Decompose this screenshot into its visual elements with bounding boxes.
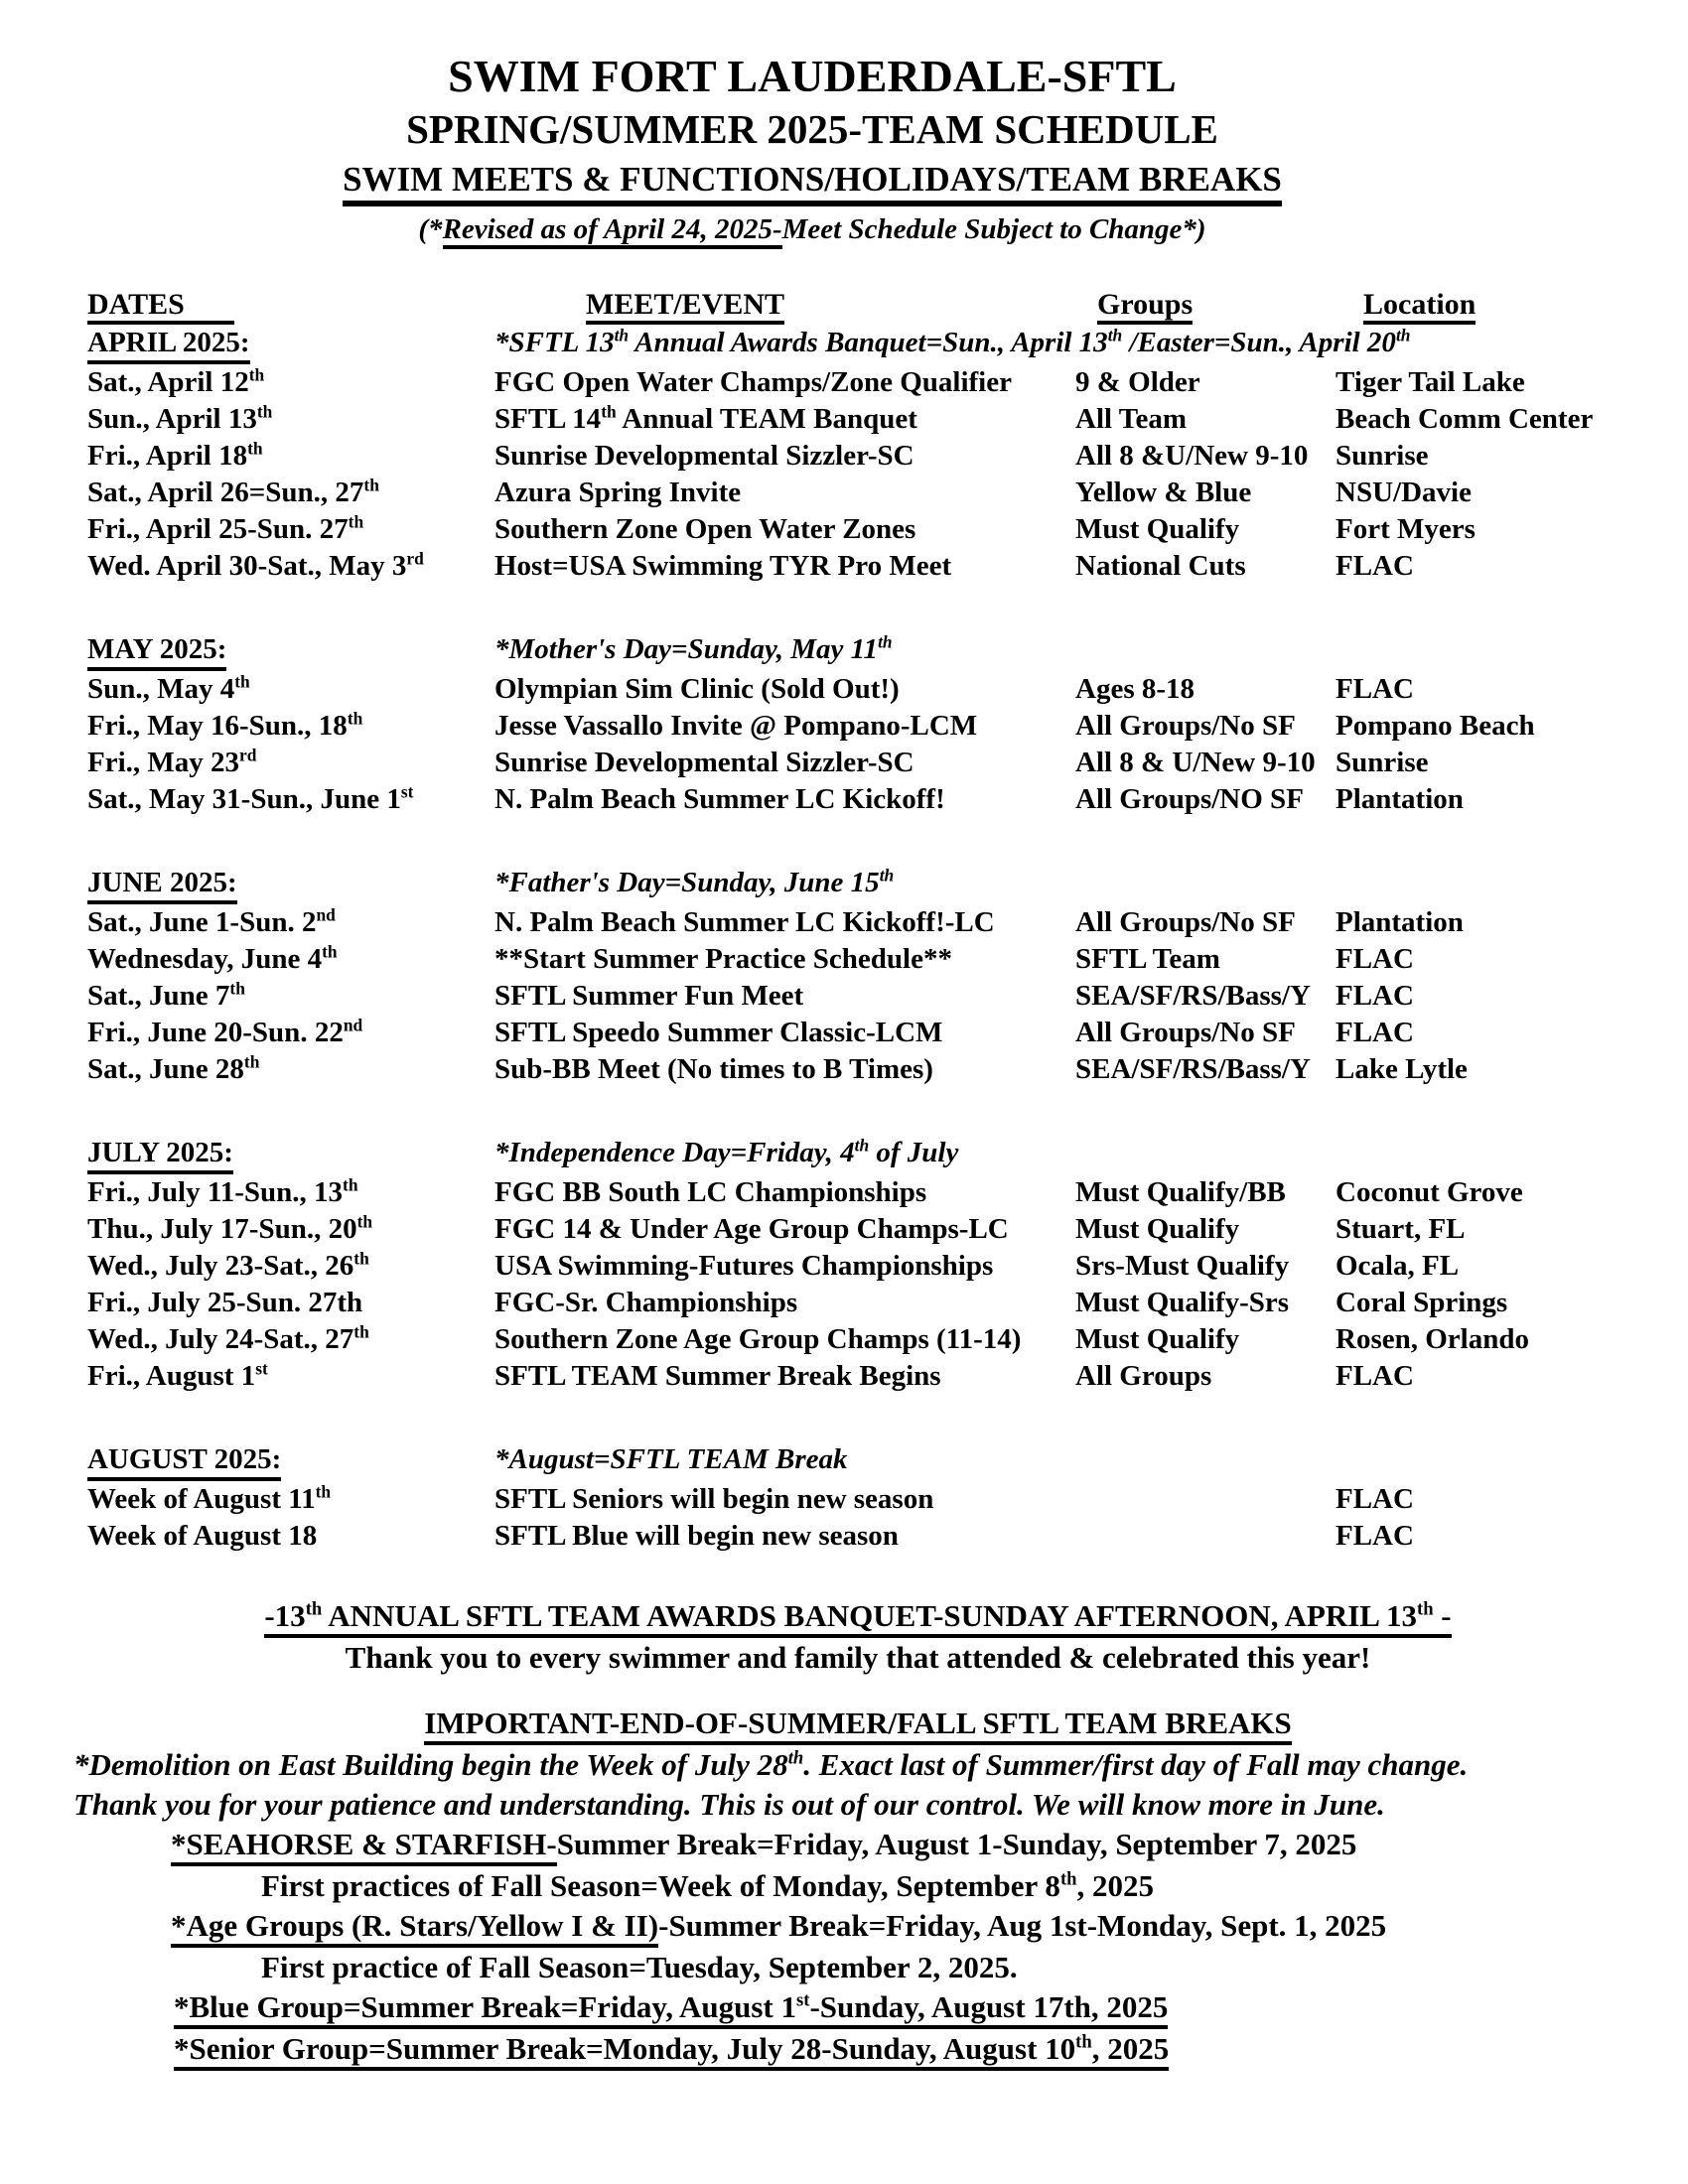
schedule-row bbox=[87, 475, 1648, 511]
row-location: FLAC bbox=[1336, 1483, 1414, 1515]
month-rows bbox=[87, 364, 1648, 585]
row-event: Sunrise Developmental Sizzler-SC bbox=[494, 747, 914, 778]
row-groups: All Groups/NO SF bbox=[1075, 783, 1304, 815]
month-header: JUNE 2025: bbox=[87, 865, 494, 904]
row-location: Tiger Tail Lake bbox=[1336, 366, 1525, 398]
month-section bbox=[87, 631, 1648, 818]
month-rows bbox=[87, 904, 1648, 1088]
column-header-event: MEET/EVENT bbox=[494, 286, 1075, 325]
row-location: FLAC bbox=[1336, 1520, 1414, 1552]
row-groups: SEA/SF/RS/Bass/Y bbox=[1075, 1053, 1311, 1085]
month-header: AUGUST 2025: bbox=[87, 1441, 494, 1481]
schedule-row bbox=[87, 364, 1648, 401]
row-groups: Ages 8-18 bbox=[1075, 673, 1196, 705]
team-breaks-heading: IMPORTANT-END-OF-SUMMER/FALL SFTL TEAM BREAKS bbox=[87, 1704, 1628, 1745]
row-location: Ocala, FL bbox=[1336, 1250, 1460, 1282]
row-date: Fri., April 18th bbox=[87, 438, 263, 472]
row-event: SFTL 14th Annual TEAM Banquet bbox=[494, 401, 917, 435]
month-rows bbox=[87, 1174, 1648, 1395]
row-location: Stuart, FL bbox=[1336, 1213, 1466, 1245]
month-section bbox=[87, 325, 1648, 585]
row-location: FLAC bbox=[1336, 980, 1414, 1012]
row-groups: Srs-Must Qualify bbox=[1075, 1250, 1290, 1282]
row-location: FLAC bbox=[1336, 1017, 1414, 1048]
month-note: *Father's Day=Sunday, June 15th bbox=[494, 865, 895, 898]
row-location: Coconut Grove bbox=[1336, 1176, 1523, 1208]
row-event: Host=USA Swimming TYR Pro Meet bbox=[494, 550, 952, 582]
revision-suffix: Meet Schedule Subject to Change*) bbox=[781, 213, 1206, 245]
month-section-header bbox=[87, 1441, 1648, 1481]
row-date: Sat., April 12th bbox=[87, 364, 265, 398]
row-groups: All Groups/No SF bbox=[1075, 906, 1296, 938]
seahorse-break-line bbox=[171, 1825, 1648, 1866]
schedule-row bbox=[87, 904, 1648, 941]
month-note: *Mother's Day=Sunday, May 11th bbox=[494, 631, 893, 665]
row-event: Southern Zone Age Group Champs (11-14) bbox=[494, 1323, 1022, 1355]
row-date: Sun., April 13th bbox=[87, 401, 273, 435]
banquet-thanks: Thank you to every swimmer and family that attended & celebrated this year! bbox=[345, 1640, 1371, 1675]
blue-break-line: *Blue Group=Summer Break=Friday, August 1st-Sunday, August 17th, 2025 bbox=[174, 1987, 1648, 2029]
row-date: Sat., June 1-Sun. 2nd bbox=[87, 904, 336, 938]
month-section bbox=[87, 865, 1648, 1088]
seahorse-underlined: *SEAHORSE & STARFISH- bbox=[171, 1828, 557, 1866]
revision-prefix: (* bbox=[418, 213, 443, 245]
row-groups: Must Qualify bbox=[1075, 1323, 1240, 1355]
row-groups bbox=[1075, 1481, 1336, 1518]
month-rows bbox=[87, 671, 1648, 818]
row-location: NSU/Davie bbox=[1336, 477, 1472, 508]
schedule-row bbox=[87, 1051, 1648, 1088]
schedule-row bbox=[87, 1248, 1648, 1285]
row-date: Fri., May 16-Sun., 18th bbox=[87, 708, 363, 742]
schedule-row bbox=[87, 1211, 1648, 1248]
agegroups-underlined: *Age Groups (R. Stars/Yellow I & II) bbox=[171, 1909, 658, 1948]
row-groups: All Team bbox=[1075, 403, 1187, 435]
row-location: Beach Comm Center bbox=[1336, 403, 1594, 435]
row-event: FGC BB South LC Championships bbox=[494, 1176, 927, 1208]
senior-break-line: *Senior Group=Summer Break=Monday, July 28-Sunday, August 10th, 2025 bbox=[174, 2029, 1648, 2071]
row-event: FGC 14 & Under Age Group Champs-LC bbox=[494, 1213, 1009, 1245]
schedule-row bbox=[87, 548, 1648, 585]
row-date: Fri., May 23rd bbox=[87, 745, 257, 778]
row-location: FLAC bbox=[1336, 673, 1414, 705]
schedule-row bbox=[87, 1321, 1648, 1358]
month-section-header bbox=[87, 631, 1648, 671]
row-groups: Yellow & Blue bbox=[1075, 477, 1252, 508]
row-date: Fri., July 11-Sun., 13th bbox=[87, 1174, 358, 1208]
row-event: SFTL Summer Fun Meet bbox=[494, 980, 804, 1012]
row-date: Wed., July 23-Sat., 26th bbox=[87, 1248, 369, 1282]
row-groups: All Groups/No SF bbox=[1075, 710, 1296, 742]
schedule-row bbox=[87, 745, 1648, 781]
schedule-row bbox=[87, 401, 1648, 438]
schedule-row bbox=[87, 941, 1648, 978]
row-date: Sat., May 31-Sun., June 1st bbox=[87, 781, 414, 815]
row-groups bbox=[1075, 1518, 1336, 1555]
row-location: Lake Lytle bbox=[1336, 1053, 1468, 1085]
row-date: Fri., July 25-Sun. 27th bbox=[87, 1287, 363, 1318]
page-subtitle: SPRING/SUMMER 2025-TEAM SCHEDULE bbox=[406, 106, 1218, 152]
row-location: Pompano Beach bbox=[1336, 710, 1535, 742]
page-subtitle-2 bbox=[87, 155, 1537, 206]
revision-underlined: Revised as of April 24, 2025- bbox=[443, 213, 782, 249]
month-note: *August=SFTL TEAM Break bbox=[494, 1443, 848, 1475]
row-date: Sat., June 28th bbox=[87, 1051, 260, 1085]
month-header: MAY 2025: bbox=[87, 631, 494, 671]
row-event: Olympian Sim Clinic (Sold Out!) bbox=[494, 673, 900, 705]
schedule-row bbox=[87, 1285, 1648, 1321]
schedule-row bbox=[87, 1518, 1648, 1555]
row-groups: Must Qualify/BB bbox=[1075, 1176, 1286, 1208]
row-groups: All 8 & U/New 9-10 bbox=[1075, 747, 1316, 778]
schedule-row bbox=[87, 1015, 1648, 1051]
row-event: USA Swimming-Futures Championships bbox=[494, 1250, 994, 1282]
row-location: Coral Springs bbox=[1336, 1287, 1508, 1318]
document-header bbox=[87, 50, 1537, 252]
row-location: Rosen, Orlando bbox=[1336, 1323, 1529, 1355]
row-event: FGC Open Water Champs/Zone Qualifier bbox=[494, 366, 1012, 398]
row-groups: 9 & Older bbox=[1075, 366, 1200, 398]
schedule-row bbox=[87, 978, 1648, 1015]
row-date: Thu., July 17-Sun., 20th bbox=[87, 1211, 373, 1245]
row-event: Sub-BB Meet (No times to B Times) bbox=[494, 1053, 933, 1085]
schedule-row bbox=[87, 708, 1648, 745]
month-rows bbox=[87, 1481, 1648, 1555]
month-section bbox=[87, 1441, 1648, 1555]
column-header-location: Location bbox=[1336, 286, 1648, 325]
row-groups: SEA/SF/RS/Bass/Y bbox=[1075, 980, 1311, 1012]
month-header: APRIL 2025: bbox=[87, 325, 494, 364]
row-groups: Must Qualify-Srs bbox=[1075, 1287, 1290, 1318]
row-event: Jesse Vassallo Invite @ Pompano-LCM bbox=[494, 710, 978, 742]
schedule-row bbox=[87, 1174, 1648, 1211]
schedule-row bbox=[87, 1358, 1648, 1395]
row-location: Fort Myers bbox=[1336, 513, 1476, 545]
banquet-heading: -13th ANNUAL SFTL TEAM AWARDS BANQUET-SUNDAY AFTERNOON, APRIL 13th - bbox=[87, 1596, 1628, 1638]
row-location: FLAC bbox=[1336, 943, 1414, 975]
row-event: N. Palm Beach Summer LC Kickoff! bbox=[494, 783, 945, 815]
row-date: Fri., June 20-Sun. 22nd bbox=[87, 1015, 363, 1048]
agegroups-break-line bbox=[171, 1906, 1648, 1948]
row-location: Plantation bbox=[1336, 906, 1464, 938]
row-date: Fri., April 25-Sun. 27th bbox=[87, 511, 364, 545]
month-section-header bbox=[87, 1135, 1648, 1174]
row-event: Southern Zone Open Water Zones bbox=[494, 513, 916, 545]
row-event: N. Palm Beach Summer LC Kickoff!-LC bbox=[494, 906, 995, 938]
month-section-header bbox=[87, 325, 1648, 364]
row-event: SFTL Seniors will begin new season bbox=[494, 1483, 934, 1515]
row-event: FGC-Sr. Championships bbox=[494, 1287, 798, 1318]
demolition-note-line2: Thank you for your patience and understanding. This is out of our control. We will know more in June. bbox=[73, 1787, 1385, 1822]
column-headers bbox=[87, 286, 1648, 325]
row-groups: All Groups bbox=[1075, 1360, 1212, 1392]
row-date: Week of August 18 bbox=[87, 1520, 318, 1552]
schedule-row bbox=[87, 671, 1648, 708]
column-header-groups: Groups bbox=[1075, 286, 1336, 325]
row-date: Sat., June 7th bbox=[87, 978, 245, 1012]
row-location: Plantation bbox=[1336, 783, 1464, 815]
footer-notes bbox=[73, 1596, 1648, 2071]
month-section bbox=[87, 1135, 1648, 1395]
row-location: Sunrise bbox=[1336, 747, 1429, 778]
seahorse-fall-line: First practices of Fall Season=Week of Monday, September 8th, 2025 bbox=[261, 1868, 1154, 1903]
schedule-row bbox=[87, 438, 1648, 475]
month-note: *SFTL 13th Annual Awards Banquet=Sun., April 13th /Easter=Sun., April 20th bbox=[494, 325, 1411, 358]
row-event: Sunrise Developmental Sizzler-SC bbox=[494, 440, 914, 472]
month-header: JULY 2025: bbox=[87, 1135, 494, 1174]
row-groups: All 8 &U/New 9-10 bbox=[1075, 440, 1309, 472]
month-note: *Independence Day=Friday, 4th of July bbox=[494, 1135, 959, 1168]
row-groups: National Cuts bbox=[1075, 550, 1246, 582]
agegroups-rest: -Summer Break=Friday, Aug 1st-Monday, Sept. 1, 2025 bbox=[658, 1908, 1387, 1943]
row-groups: SFTL Team bbox=[1075, 943, 1220, 975]
row-groups: Must Qualify bbox=[1075, 1213, 1240, 1245]
column-header-dates: DATES bbox=[87, 286, 494, 325]
month-section-header bbox=[87, 865, 1648, 904]
row-location: FLAC bbox=[1336, 550, 1414, 582]
seahorse-rest: Summer Break=Friday, August 1-Sunday, September 7, 2025 bbox=[556, 1827, 1357, 1861]
page-title: SWIM FORT LAUDERDALE-SFTL bbox=[448, 51, 1177, 101]
row-date: Wed. April 30-Sat., May 3rd bbox=[87, 548, 424, 582]
row-event: Azura Spring Invite bbox=[494, 477, 742, 508]
subtitle-underline: SWIM MEETS & FUNCTIONS/HOLIDAYS/TEAM BREAKS bbox=[343, 160, 1282, 206]
revision-note bbox=[87, 206, 1537, 252]
schedule-row bbox=[87, 1481, 1648, 1518]
row-event: SFTL Speedo Summer Classic-LCM bbox=[494, 1017, 943, 1048]
schedule-row bbox=[87, 781, 1648, 818]
row-date: Wednesday, June 4th bbox=[87, 941, 338, 975]
schedule-sections bbox=[87, 325, 1648, 1555]
row-location: FLAC bbox=[1336, 1360, 1414, 1392]
row-groups: Must Qualify bbox=[1075, 513, 1240, 545]
row-location: Sunrise bbox=[1336, 440, 1429, 472]
row-date: Sat., April 26=Sun., 27th bbox=[87, 475, 379, 508]
row-event: SFTL Blue will begin new season bbox=[494, 1520, 899, 1552]
row-event: **Start Summer Practice Schedule** bbox=[494, 943, 952, 975]
agegroups-fall-line: First practice of Fall Season=Tuesday, September 2, 2025. bbox=[261, 1950, 1018, 1984]
row-date: Fri., August 1st bbox=[87, 1358, 268, 1392]
row-date: Sun., May 4th bbox=[87, 671, 250, 705]
demolition-note-line1: *Demolition on East Building begin the Week of July 28th. Exact last of Summer/first day of Fall may change. bbox=[73, 1747, 1469, 1782]
schedule-row bbox=[87, 511, 1648, 548]
row-groups: All Groups/No SF bbox=[1075, 1017, 1296, 1048]
row-date: Wed., July 24-Sat., 27th bbox=[87, 1321, 369, 1355]
row-date: Week of August 11th bbox=[87, 1481, 332, 1515]
row-event: SFTL TEAM Summer Break Begins bbox=[494, 1360, 941, 1392]
